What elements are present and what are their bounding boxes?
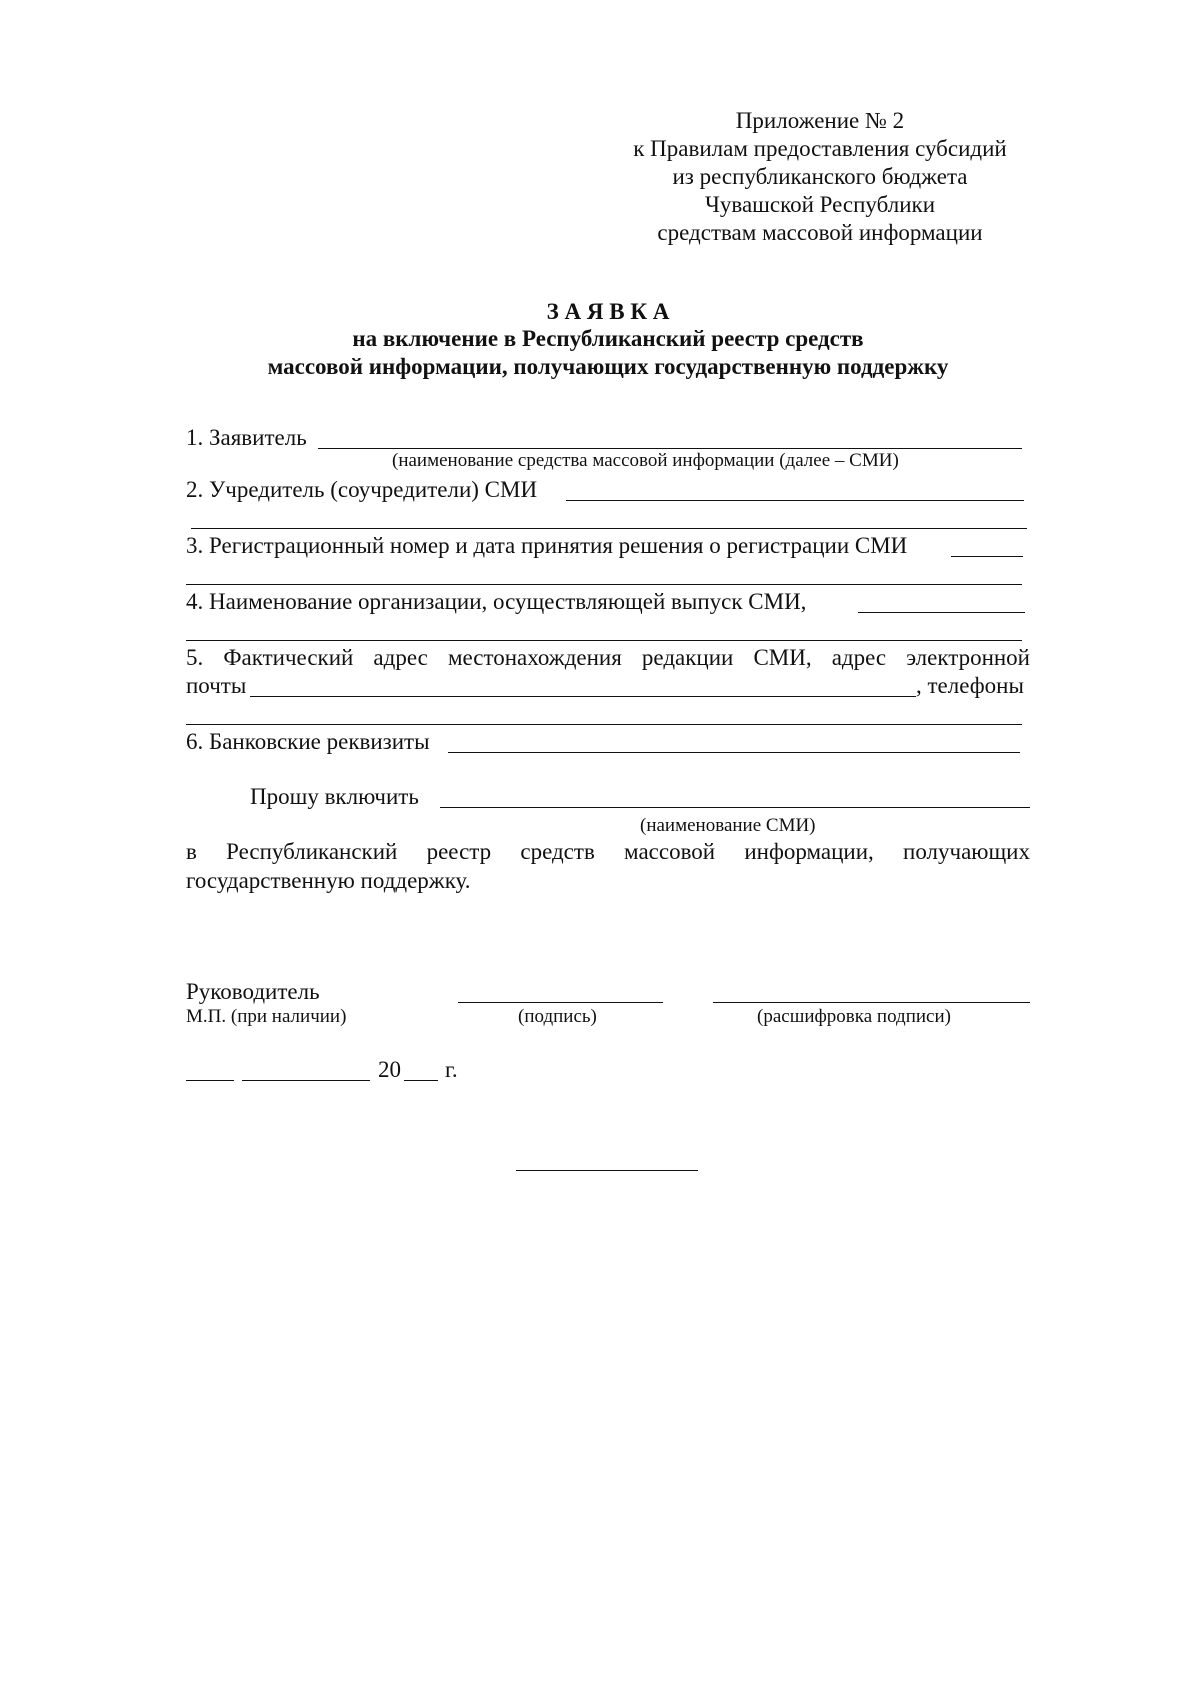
- registration-label: 3. Регистрационный номер и дата принятия решения о регистрации СМИ: [186, 533, 908, 558]
- title-sub-2: массовой информации, получающих государственную поддержку: [267, 354, 949, 379]
- title-sub-1: на включение в Республиканский реестр средств: [352, 326, 864, 351]
- bank-label: 6. Банковские реквизиты: [186, 729, 430, 754]
- signature-hint: (подпись): [518, 1006, 597, 1027]
- date-year-prefix: 20: [378, 1057, 401, 1082]
- date-month-line: [242, 1080, 370, 1081]
- organization-label: 4. Наименование организации, осуществляющей выпуск СМИ,: [186, 589, 807, 614]
- date-year-line: [404, 1080, 438, 1081]
- address-email-label: почты: [186, 673, 247, 698]
- founder-line-2: [191, 528, 1027, 529]
- address-label: 5. Фактический адрес местонахождения редакции СМИ, адрес электронной: [186, 645, 1030, 670]
- request-text-1: в Республиканский реестр средств массовой информации, получающих: [186, 839, 1030, 864]
- appendix-line-4: средствам массовой информации: [657, 220, 983, 245]
- applicant-line: [318, 448, 1022, 449]
- request-text-2: государственную поддержку.: [186, 868, 471, 893]
- address-line-2: [186, 724, 1022, 725]
- organization-line: [858, 612, 1025, 613]
- address-email-line: [250, 696, 916, 697]
- signature-line: [458, 1002, 663, 1003]
- applicant-hint: (наименование средства массовой информации (далее – СМИ): [392, 450, 899, 471]
- applicant-label: 1. Заявитель: [186, 425, 307, 450]
- decode-hint: (расшифровка подписи): [757, 1006, 951, 1027]
- date-year-suffix: г.: [445, 1057, 458, 1082]
- request-line: [440, 807, 1030, 808]
- registration-line-2: [186, 584, 1022, 585]
- founder-label: 2. Учредитель (соучредители) СМИ: [186, 477, 538, 502]
- address-phones-label: , телефоны: [916, 673, 1024, 698]
- founder-line: [566, 500, 1024, 501]
- title-main: З А Я В К А: [546, 299, 670, 324]
- appendix-number: Приложение № 2: [735, 108, 905, 133]
- organization-line-2: [186, 640, 1022, 641]
- appendix-line-3: Чувашской Республики: [704, 192, 936, 217]
- bank-line: [448, 752, 1020, 753]
- bottom-divider: [516, 1170, 698, 1171]
- appendix-line-1: к Правилам предоставления субсидий: [633, 136, 1007, 161]
- signature-decode-line: [713, 1002, 1030, 1003]
- head-label: Руководитель: [186, 979, 320, 1004]
- appendix-line-2: из республиканского бюджета: [672, 164, 968, 189]
- request-hint: (наименование СМИ): [640, 815, 816, 836]
- request-label: Прошу включить: [250, 784, 419, 809]
- seal-label: М.П. (при наличии): [186, 1006, 347, 1027]
- date-day-line: [186, 1080, 234, 1081]
- registration-line: [951, 556, 1023, 557]
